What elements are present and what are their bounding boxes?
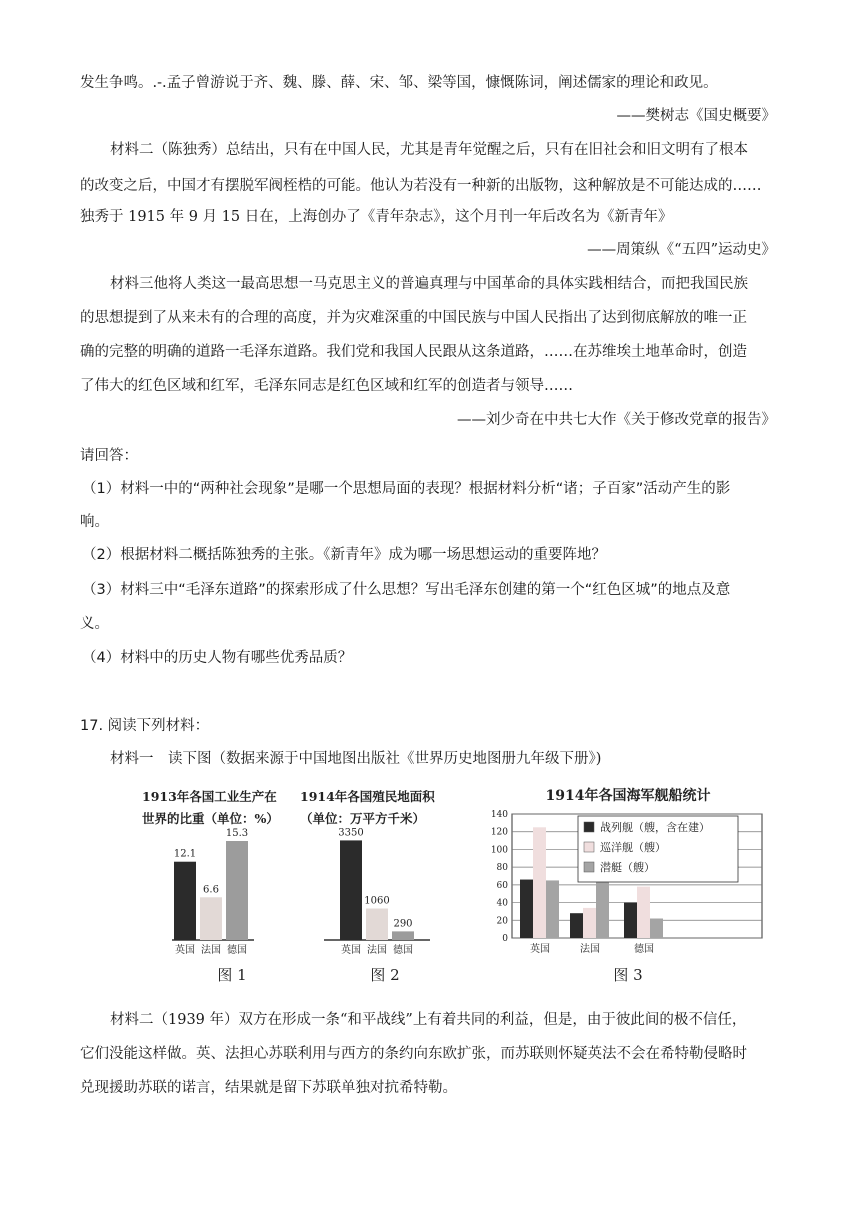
chart3-legend-swatch [584, 842, 594, 852]
question-3: （3）材料三中“毛泽东道路”的探索形成了什么思想？写出毛泽东创建的第一个“红色区城”的地点及意 [82, 582, 731, 598]
chart3-bar-法国-0 [570, 913, 583, 938]
chart2-caption: 图 2 [370, 966, 400, 984]
chart3-bar-德国-2 [650, 919, 663, 938]
source-1: ——樊树志《国史概要》 [616, 108, 776, 124]
chart2-title-line: 1914年各国殖民地面积 [300, 789, 435, 804]
chart1-category-label: 英国 [175, 945, 195, 956]
chart2-value-label: 1060 [364, 895, 390, 907]
chart3-category-label: 法国 [580, 944, 600, 955]
prompt: 请回答： [80, 448, 138, 464]
q17-title: 17. 阅读下列材料： [80, 718, 210, 734]
chart3-bar-德国-1 [637, 887, 650, 938]
material3-line-4: 了伟大的红色区域和红军，毛泽东同志是红色区域和红军的创造者与领导…… [80, 378, 573, 394]
chart3-category-label: 英国 [530, 944, 550, 955]
chart3-bar-英国-0 [520, 880, 533, 938]
chart3-ytick-label: 20 [496, 916, 508, 927]
q17-material1: 材料一 读下图（数据来源于中国地图出版社《世界历史地图册九年级下册》) [110, 751, 602, 767]
chart2-bar-德国 [392, 931, 414, 940]
question-1: （1）材料一中的“两种社会现象”是哪一个思想局面的表现？根据材料分析“诸；子百家”活动产生的影 [82, 481, 731, 497]
source-2: ——周策纵《“五四”运动史》 [587, 242, 776, 258]
q17-material2-line-3: 兑现援助苏联的诺言，结果就是留下苏联单独对抗希特勒。 [80, 1080, 457, 1096]
chart2-category-label: 英国 [341, 945, 361, 956]
question-3-cont: 义。 [80, 616, 109, 632]
chart1-caption: 图 1 [217, 966, 247, 984]
chart3-ytick-label: 120 [490, 827, 508, 838]
chart3-bar-英国-1 [533, 827, 546, 938]
chart1-value-label: 12.1 [173, 848, 197, 860]
material1-tail: 发生争鸣。.-.孟子曾游说于齐、魏、滕、薛、宋、邹、梁等国，慷慨陈词，阐述儒家的理论和政见。 [80, 75, 718, 91]
chart1-title-line: 1913年各国工业生产在 [142, 789, 277, 804]
chart3-ytick-label: 60 [496, 880, 508, 891]
material2-line-2: 的改变之后，中国才有摆脱军阀桎梏的可能。他认为若没有一种新的出版物，这种解放是不可能达成的…… [80, 178, 762, 194]
question-2: （2）根据材料二概括陈独秀的主张。《新青年》成为哪一场思想运动的重要阵地？ [82, 547, 606, 563]
chart3-category-label: 德国 [634, 944, 654, 955]
chart1-bar-德国 [226, 841, 248, 940]
q17-material2-line-2: 它们没能这样做。英、法担心苏联利用与西方的条约向东欧扩张，而苏联则怀疑英法不会在希特勒侵略时 [80, 1046, 747, 1062]
chart3-bar-德国-0 [624, 903, 637, 938]
chart3-legend-label: 潜艇（艘） [600, 861, 655, 874]
chart1-bar-法国 [200, 897, 222, 940]
chart3-ytick-label: 0 [502, 934, 508, 944]
figure-1-chart [142, 785, 307, 985]
chart3-legend-label: 巡洋舰（艘） [600, 841, 666, 854]
chart2-bar-法国 [366, 908, 388, 940]
material2-line-1: 材料二（陈独秀）总结出，只有在中国人民，尤其是青年觉醒之后，只有在旧社会和旧文明有了根本 [110, 142, 748, 158]
chart3-ytick-label: 100 [490, 845, 508, 856]
chart2-title-line: （单位：万平方千米） [300, 811, 426, 826]
chart3-legend-swatch [584, 862, 594, 872]
chart3-title: 1914年各国海军舰船统计 [545, 788, 711, 804]
chart1-title-line: 世界的比重（单位：%） [142, 811, 279, 826]
chart1-value-label: 6.6 [203, 884, 219, 896]
material3-line-2: 的思想提到了从来未有的合理的高度，并为灾难深重的中国民族与中国人民指出了达到彻底解放的唯一正 [80, 310, 747, 326]
chart3-ytick-label: 40 [496, 898, 508, 909]
chart2-category-label: 德国 [393, 945, 413, 956]
chart2-category-label: 法国 [367, 945, 387, 956]
chart3-ytick-label: 140 [490, 810, 508, 820]
source-3: ——刘少奇在中共七大作《关于修改党章的报告》 [457, 412, 776, 428]
q17-material2-line-1: 材料二（1939 年）双方在形成一条“和平战线”上有着共同的利益，但是，由于彼此间的极不信任， [110, 1012, 747, 1028]
chart1-value-label: 15.3 [225, 828, 249, 839]
chart1-bar-英国 [174, 862, 196, 940]
chart3-bar-法国-1 [583, 908, 596, 938]
chart1-category-label: 法国 [201, 945, 221, 956]
material3-line-1: 材料三他将人类这一最高思想一马克思主义的普遍真理与中国革命的具体实践相结合，而把我国民族 [110, 276, 748, 292]
chart1-category-label: 德国 [227, 945, 247, 956]
question-1-cont: 响。 [80, 514, 109, 530]
material2-line-3: 独秀于 1915 年 9 月 15 日在，上海创办了《青年杂志》，这个月刊一年后改名为《新青年》 [80, 209, 673, 225]
chart2-value-label: 290 [393, 918, 413, 930]
chart3-legend-label: 战列舰（艘，含在建） [600, 821, 710, 834]
question-4: （4）材料中的历史人物有哪些优秀品质？ [82, 650, 353, 666]
chart2-bar-英国 [340, 840, 362, 940]
material3-line-3: 确的完整的明确的道路一毛泽东道路。我们党和我国人民跟从这条道路，……在苏维埃土地革命时，创造 [80, 344, 747, 360]
chart3-bar-英国-2 [546, 880, 559, 938]
chart2-value-label: 3350 [338, 827, 364, 839]
chart3-caption: 图 3 [613, 966, 643, 984]
chart3-legend-swatch [584, 822, 594, 832]
chart3-ytick-label: 80 [496, 863, 508, 874]
figure-2-chart [300, 785, 455, 985]
figure-3-chart [478, 778, 768, 988]
